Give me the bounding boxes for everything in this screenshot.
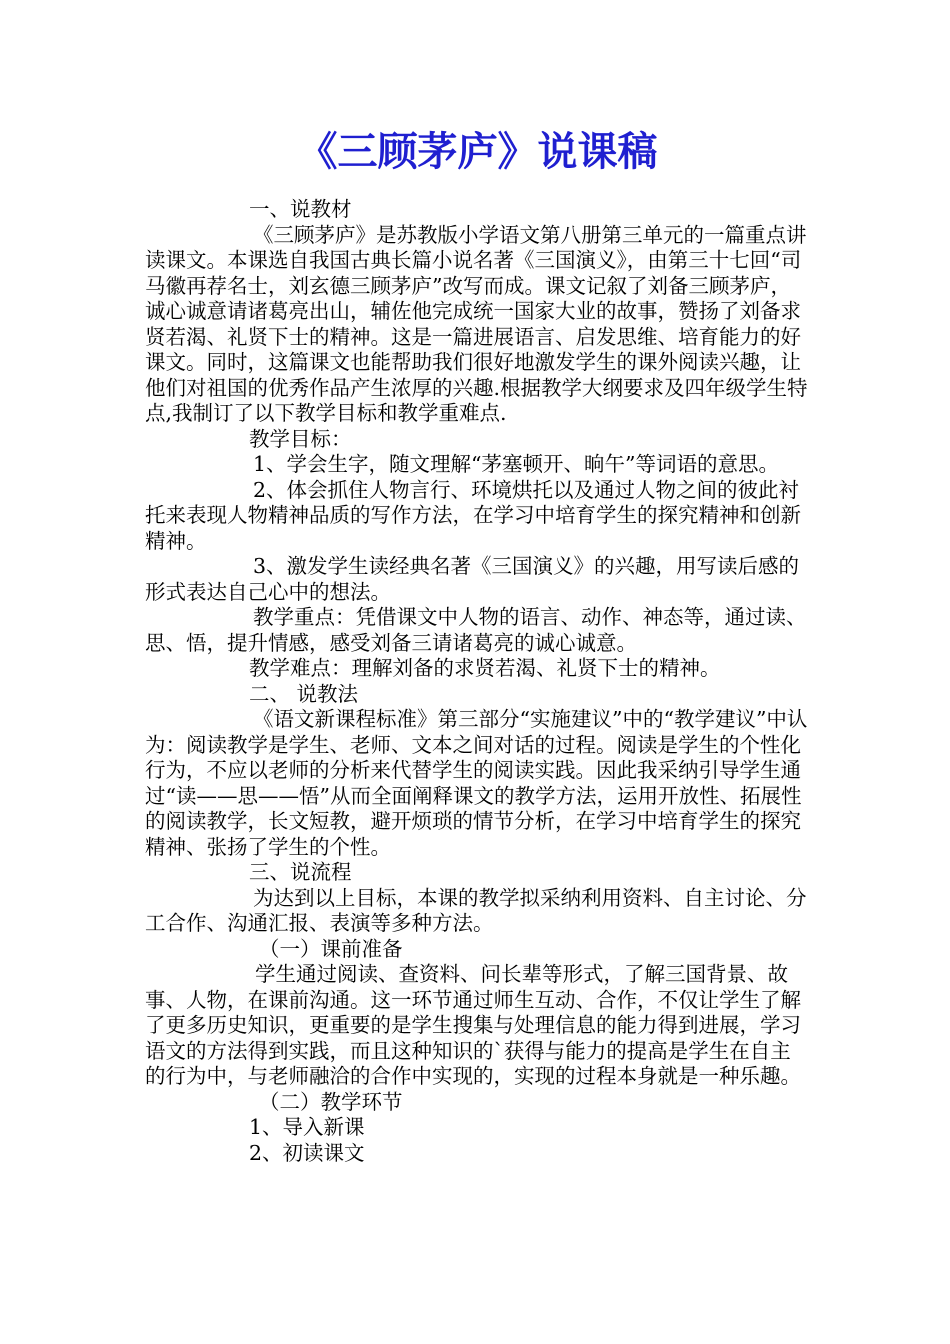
paragraph-text: 学生通过阅读、查资料、问长辈等形式，了解三国背景、故事、人物，在课前沟通。这一环节通过师生互动、合作，不仅让学生了解了更多历史知识，更重要的是学生搜集与处理信息的能力得到进展，学习语文的方法得到实践，而且这种知识的`获得与能力的提高是学生在自主的行为中，与老师融洽的合作中实现的，实现的过程本身就是一种乐趣。: [145, 962, 801, 1088]
paragraph-text: 2、体会抓住人物言行、环境烘托以及通过人物之间的彼此衬托来表现人物精神品质的写作方法，在学习中培育学生的探究精神和创新精神。: [145, 477, 801, 553]
document-page: [145, 122, 810, 1166]
document-title: 《三顾茅庐》说课稿: [297, 129, 658, 175]
subheading-text: 教学目标：: [249, 426, 352, 451]
paragraph-text: 教学难点：理解刘备的求贤若渴、礼贤下士的精神。: [249, 656, 721, 680]
section-heading-3: 三、说流程: [249, 860, 352, 884]
paragraph-text: 教学重点：凭借课文中人物的语言、动作、神态等，通过读、思、悟，提升情感，感受刘备三请诸葛亮的诚心诚意。: [145, 605, 807, 655]
subheading-text: （二）教学环节: [259, 1089, 403, 1114]
paragraph-text: 《三顾茅庐》是苏教版小学语文第八册第三单元的一篇重点讲读课文。本课选自我国古典长篇小说名著《三国演义》，由第三十七回“司马徽再荐名士，刘玄德三顾茅庐”改写而成。课文记叙了刘备三顾茅庐，诚心诚意请诸葛亮出山，辅佐他完成统一国家大业的故事，赞扬了刘备求贤若渴、礼贤下士的精神。这是一篇进展语言、启发思维、培育能力的好课文。同时，这篇课文也能帮助我们很好地激发学生的课外阅读兴趣，让他们对祖国的优秀作品产生浓厚的兴趣.根据教学大纲要求及四年级学生特点,我制订了以下教学目标和教学重难点.: [145, 222, 808, 425]
paragraph-text: 3、激发学生读经典名著《三国演义》的兴趣，用写读后感的形式表达自己心中的想法。: [145, 554, 800, 604]
list-item-text: 1、导入新课: [249, 1115, 365, 1139]
section-heading-1: 一、说教材: [249, 197, 352, 221]
subheading-text: （一）课前准备: [259, 936, 403, 961]
list-item-text: 2、初读课文: [249, 1140, 365, 1165]
document-body: [145, 197, 810, 1166]
section-heading-2: 二、 说教法: [249, 681, 359, 706]
paragraph-text: 《语文新课程标准》第三部分“实施建议”中的“教学建议”中认为：阅读教学是学生、老师、文本之间对话的过程。阅读是学生的个性化行为，不应以老师的分析来代替学生的阅读实践。因此我采纳引导学生通过“读——思——悟”从而全面阐释课文的教学方法，运用开放性、拓展性的阅读教学，长文短教，避开烦琐的情节分析，在学习中培育学生的探究精神、张扬了学生的个性。: [145, 707, 808, 859]
paragraph-text: 1、学会生字，随文理解“茅塞顿开、晌午”等词语的意思。: [253, 452, 780, 476]
paragraph-text: 为达到以上目标，本课的教学拟采纳利用资料、自主讨论、分工合作、沟通汇报、表演等多种方法。: [145, 885, 807, 935]
